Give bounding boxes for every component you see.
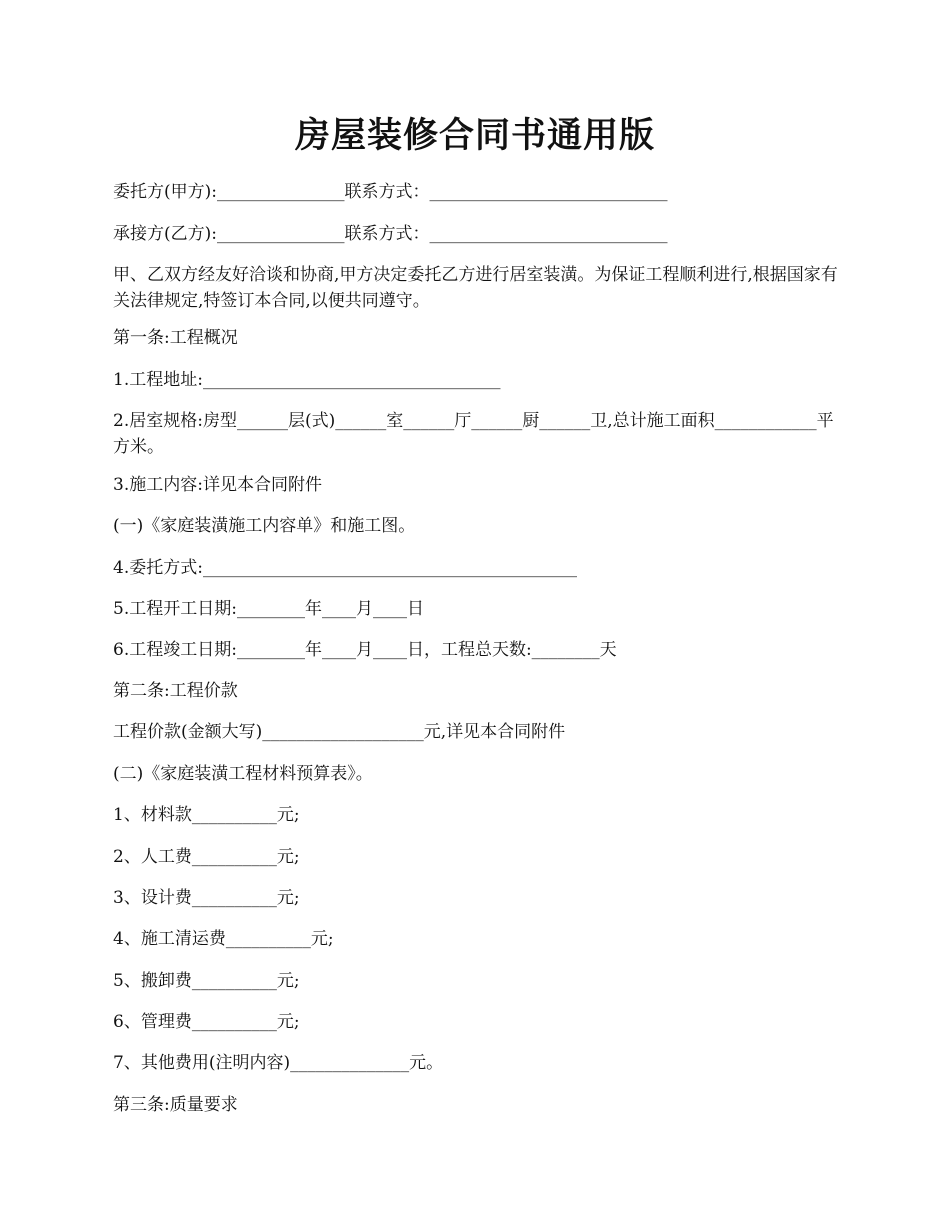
fee-item: 6、管理费__________元; [113, 1012, 300, 1032]
commission-mode-line: 4.委托方式:____________________________________________ [113, 558, 577, 578]
fee-item: 1、材料款__________元; [113, 805, 300, 825]
project-address-line: 1.工程地址:___________________________________ [113, 370, 501, 390]
article-1-heading: 第一条:工程概况 [113, 328, 238, 348]
article-3-heading: 第三条:质量要求 [113, 1095, 238, 1115]
party-b-line: 承接方(乙方):_______________联系方式：____________________________ [113, 224, 668, 244]
end-date-line: 6.工程竣工日期:________年____月____日，工程总天数:________天 [113, 640, 617, 660]
fee-item: 2、人工费__________元; [113, 847, 300, 867]
intro-paragraph: 甲、乙双方经友好洽谈和协商,甲方决定委托乙方进行居室装潢。为保证工程顺利进行,根据国家有关法律规定,特签订本合同,以便共同遵守。 [113, 265, 838, 311]
attachment-2-line: (二)《家庭装潢工程材料预算表》。 [113, 764, 373, 784]
project-price-line: 工程价款(金额大写)___________________元,详见本合同附件 [113, 722, 566, 742]
fee-item: 5、搬卸费__________元; [113, 971, 300, 991]
construction-content-line: 3.施工内容:详见本合同附件 [113, 475, 322, 495]
fee-item: 7、其他费用(注明内容)______________元。 [113, 1053, 444, 1073]
room-spec-line: 2.居室规格:房型______层(式)______室______厅______厨______卫,总计施工面积____________平方米。 [113, 411, 834, 457]
document-title: 房屋装修合同书通用版 [294, 115, 655, 156]
fee-item: 4、施工清运费__________元; [113, 929, 334, 949]
start-date-line: 5.工程开工日期:________年____月____日 [113, 599, 424, 619]
party-a-line: 委托方(甲方):_______________联系方式：____________________________ [113, 182, 668, 202]
attachment-1-line: (一)《家庭装潢施工内容单》和施工图。 [113, 516, 416, 536]
article-2-heading: 第二条:工程价款 [113, 681, 238, 701]
fee-item: 3、设计费__________元; [113, 888, 300, 908]
